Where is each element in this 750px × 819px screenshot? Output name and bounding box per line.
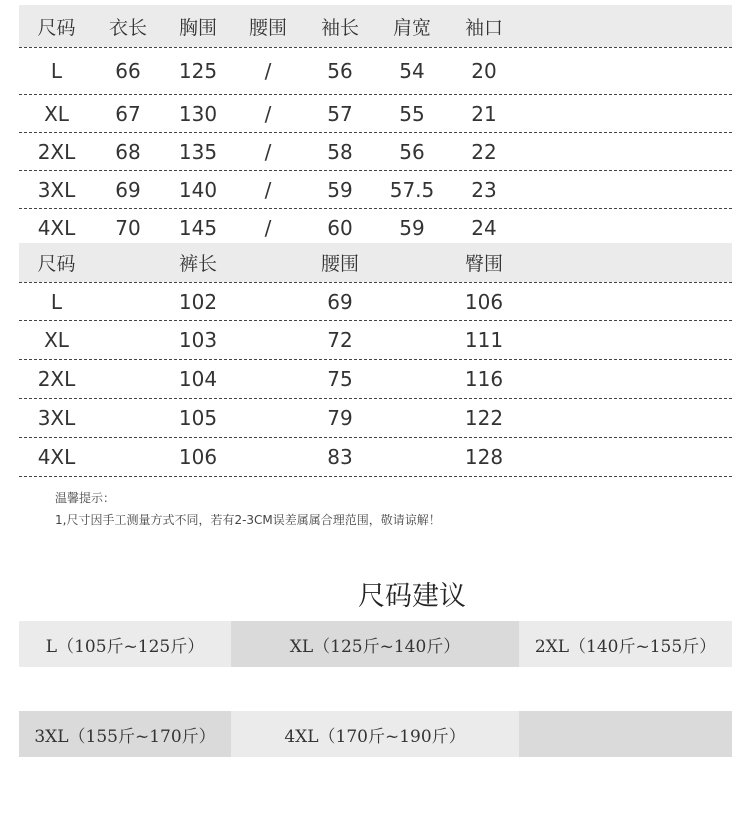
table-row bbox=[19, 320, 732, 359]
table-row bbox=[19, 47, 732, 94]
top-size-table bbox=[19, 5, 732, 246]
waist-cell: 69 bbox=[327, 289, 353, 314]
length-cell: 68 bbox=[115, 139, 141, 164]
cuff-cell: 20 bbox=[471, 59, 497, 83]
chest-cell: 135 bbox=[178, 139, 218, 164]
hip-cell: 116 bbox=[464, 367, 504, 391]
sleeve-cell: 60 bbox=[327, 215, 353, 240]
waist-cell: / bbox=[264, 101, 272, 126]
size-cell: L bbox=[50, 289, 63, 314]
cuff-cell: 21 bbox=[471, 101, 497, 126]
waist-cell: / bbox=[264, 215, 272, 240]
table-row bbox=[19, 94, 732, 132]
size-cell: 4XL bbox=[37, 445, 76, 469]
suggestion-text: XL（125斤~140斤） bbox=[289, 636, 461, 657]
pants-length-cell: 105 bbox=[178, 406, 218, 430]
table-row bbox=[19, 359, 732, 398]
header-waist: 腰围 bbox=[320, 253, 359, 275]
size-cell: 2XL bbox=[37, 367, 76, 391]
suggestion-box-3xl bbox=[19, 711, 231, 757]
header-pants-length: 裤长 bbox=[178, 253, 217, 275]
table-row bbox=[19, 208, 732, 246]
size-cell: XL bbox=[44, 101, 69, 126]
shoulder-cell: 56 bbox=[399, 139, 425, 164]
hip-cell: 111 bbox=[464, 328, 504, 352]
header-sleeve: 袖长 bbox=[320, 16, 359, 39]
hip-cell: 122 bbox=[464, 406, 504, 430]
header-chest: 胸围 bbox=[178, 16, 217, 39]
length-cell: 67 bbox=[115, 101, 141, 126]
suggestion-text: 2XL（140斤~155斤） bbox=[534, 636, 717, 657]
cuff-cell: 22 bbox=[471, 139, 497, 164]
table-row bbox=[19, 437, 732, 477]
sleeve-cell: 59 bbox=[327, 177, 353, 202]
pants-table-header bbox=[19, 243, 732, 282]
note-line: 1,尺寸因手工测量方式不同，若有2-3CM误差属属合理范围，敬请谅解！ bbox=[55, 513, 441, 527]
header-shoulder: 肩宽 bbox=[392, 16, 431, 39]
suggestion-box-xl bbox=[231, 621, 519, 667]
waist-cell: 75 bbox=[327, 367, 353, 391]
table-row bbox=[19, 282, 732, 320]
chest-cell: 125 bbox=[178, 59, 218, 83]
pants-length-cell: 106 bbox=[178, 445, 218, 469]
waist-cell: / bbox=[264, 139, 272, 164]
header-cuff: 袖口 bbox=[464, 16, 503, 39]
waist-cell: / bbox=[264, 59, 272, 83]
suggestion-text: 4XL（170斤~190斤） bbox=[284, 726, 466, 747]
waist-cell: / bbox=[264, 177, 272, 202]
suggestion-title: 尺码建议 bbox=[358, 581, 466, 612]
sleeve-cell: 58 bbox=[327, 139, 353, 164]
shoulder-cell: 57.5 bbox=[389, 177, 435, 202]
length-cell: 69 bbox=[115, 177, 141, 202]
shoulder-cell: 55 bbox=[399, 101, 425, 126]
header-size: 尺码 bbox=[37, 253, 76, 275]
size-cell: 2XL bbox=[37, 139, 76, 164]
chest-cell: 140 bbox=[178, 177, 218, 202]
length-cell: 66 bbox=[115, 59, 141, 83]
size-cell: 4XL bbox=[37, 215, 76, 240]
top-table-header bbox=[19, 5, 732, 47]
table-row bbox=[19, 398, 732, 437]
suggestion-box-empty bbox=[519, 711, 732, 757]
chest-cell: 130 bbox=[178, 101, 218, 126]
header-waist: 腰围 bbox=[248, 16, 287, 39]
hip-cell: 128 bbox=[464, 445, 504, 469]
size-cell: 3XL bbox=[37, 406, 76, 430]
shoulder-cell: 59 bbox=[399, 215, 425, 240]
suggestion-text: L（105斤~125斤） bbox=[45, 636, 205, 657]
pants-length-cell: 103 bbox=[178, 328, 218, 352]
pants-size-table bbox=[19, 243, 732, 477]
cuff-cell: 24 bbox=[471, 215, 497, 240]
size-cell: L bbox=[50, 59, 63, 83]
size-cell: 3XL bbox=[37, 177, 76, 202]
hip-cell: 106 bbox=[464, 289, 504, 314]
waist-cell: 72 bbox=[327, 328, 353, 352]
waist-cell: 79 bbox=[327, 406, 353, 430]
note-title: 温馨提示： bbox=[55, 491, 116, 505]
table-row bbox=[19, 132, 732, 170]
pants-length-cell: 102 bbox=[178, 289, 218, 314]
cuff-cell: 23 bbox=[471, 177, 497, 202]
table-row bbox=[19, 170, 732, 208]
header-hip: 臀围 bbox=[464, 253, 503, 275]
sleeve-cell: 57 bbox=[327, 101, 353, 126]
chest-cell: 145 bbox=[178, 215, 218, 240]
waist-cell: 83 bbox=[327, 445, 353, 469]
size-cell: XL bbox=[44, 328, 69, 352]
suggestion-text: 3XL（155斤~170斤） bbox=[34, 726, 216, 747]
header-length: 衣长 bbox=[108, 16, 147, 39]
pants-length-cell: 104 bbox=[178, 367, 218, 391]
header-size: 尺码 bbox=[37, 16, 76, 39]
suggestion-box-2xl bbox=[519, 621, 732, 667]
length-cell: 70 bbox=[115, 215, 141, 240]
sleeve-cell: 56 bbox=[327, 59, 353, 83]
suggestion-box-l bbox=[19, 621, 231, 667]
shoulder-cell: 54 bbox=[399, 59, 425, 83]
suggestion-box-4xl bbox=[231, 711, 519, 757]
